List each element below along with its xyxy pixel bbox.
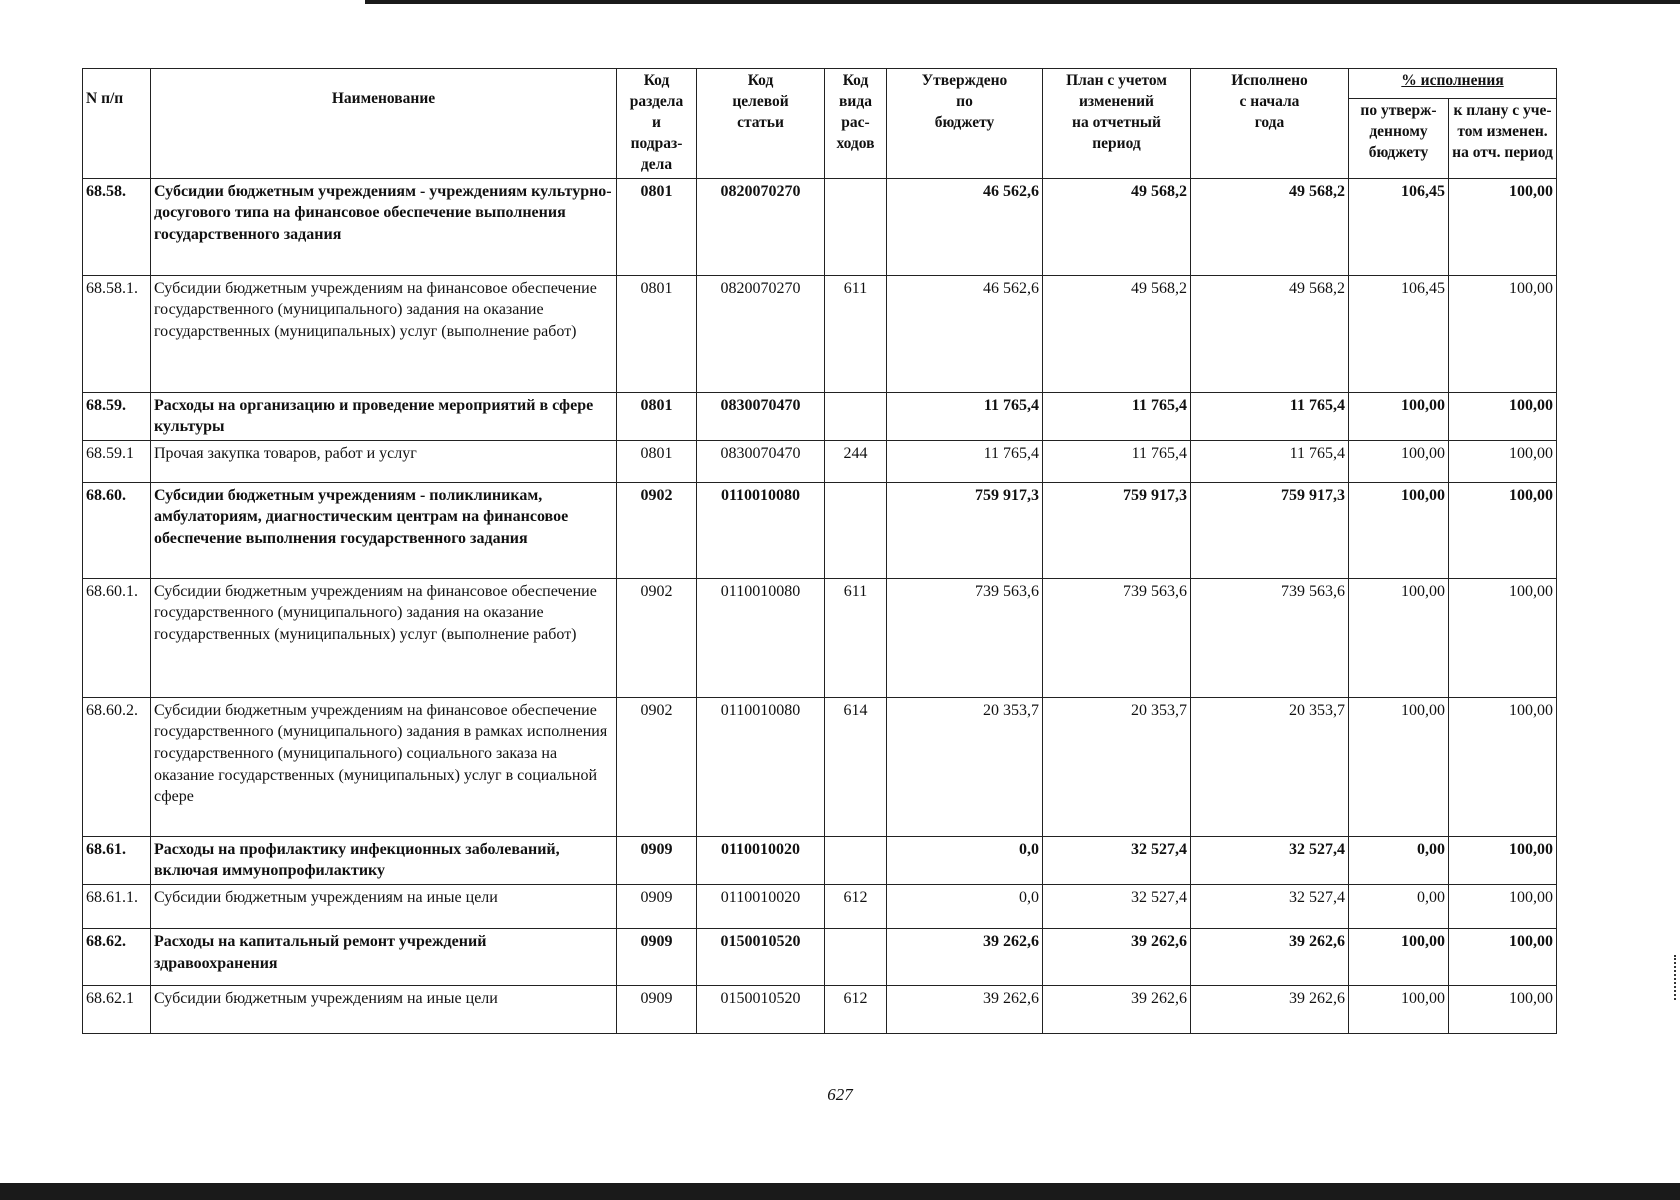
table-row — [83, 482, 1557, 578]
row-pct-budget: 100,00 — [1349, 440, 1449, 482]
row-approved-budget: 46 562,6 — [887, 275, 1043, 392]
row-plan-value: 49 568,2 — [1043, 178, 1191, 275]
row-approved-budget: 11 765,4 — [887, 392, 1043, 440]
row-pct-budget: 100,00 — [1349, 578, 1449, 697]
row-target-code: 0110010080 — [697, 578, 825, 697]
row-executed-value: 39 262,6 — [1191, 985, 1349, 1033]
row-razdel-code: 0801 — [617, 275, 697, 392]
table-row — [83, 836, 1557, 884]
row-name: Субсидии бюджетным учреждениям - учреждениям культурно-досугового типа на финансовое обеспечение выполнения государственного задания — [151, 178, 617, 275]
row-executed-value: 11 765,4 — [1191, 440, 1349, 482]
row-num: 68.58.1. — [83, 275, 151, 392]
row-num: 68.60.2. — [83, 697, 151, 836]
row-target-code: 0110010020 — [697, 836, 825, 884]
header-num: N п/п — [83, 69, 151, 179]
row-executed-value: 739 563,6 — [1191, 578, 1349, 697]
scan-edge-mark — [1674, 955, 1679, 1000]
page-number: 627 — [827, 1085, 853, 1104]
row-name: Расходы на профилактику инфекционных заболеваний, включая иммунопрофилактику — [151, 836, 617, 884]
row-name: Субсидии бюджетным учреждениям - поликлиникам, амбулаториям, диагностическим центрам на финансовое обеспечение выполнения государственного задания — [151, 482, 617, 578]
row-target-code: 0830070470 — [697, 392, 825, 440]
table-row — [83, 392, 1557, 440]
row-executed-value: 49 568,2 — [1191, 275, 1349, 392]
row-expense-type-code: 611 — [825, 578, 887, 697]
header-percent-group: % исполнения — [1349, 69, 1557, 99]
row-target-code: 0110010080 — [697, 697, 825, 836]
row-razdel-code: 0902 — [617, 697, 697, 836]
row-razdel-code: 0801 — [617, 178, 697, 275]
row-pct-plan: 100,00 — [1449, 392, 1557, 440]
table-row — [83, 178, 1557, 275]
table-row — [83, 884, 1557, 928]
row-pct-budget: 0,00 — [1349, 884, 1449, 928]
row-approved-budget: 46 562,6 — [887, 178, 1043, 275]
row-name: Расходы на организацию и проведение мероприятий в сфере культуры — [151, 392, 617, 440]
row-razdel-code: 0801 — [617, 440, 697, 482]
row-pct-budget: 100,00 — [1349, 985, 1449, 1033]
row-pct-budget: 100,00 — [1349, 392, 1449, 440]
row-target-code: 0820070270 — [697, 178, 825, 275]
row-executed-value: 39 262,6 — [1191, 928, 1349, 985]
row-num: 68.61. — [83, 836, 151, 884]
row-expense-type-code — [825, 836, 887, 884]
header-approved: Утверждено по бюджету — [887, 69, 1043, 179]
row-plan-value: 32 527,4 — [1043, 836, 1191, 884]
table-row — [83, 985, 1557, 1033]
row-num: 68.59.1 — [83, 440, 151, 482]
scan-bottom-border — [0, 1183, 1680, 1200]
row-pct-plan: 100,00 — [1449, 697, 1557, 836]
row-approved-budget: 759 917,3 — [887, 482, 1043, 578]
table-row — [83, 928, 1557, 985]
row-approved-budget: 739 563,6 — [887, 578, 1043, 697]
row-name: Прочая закупка товаров, работ и услуг — [151, 440, 617, 482]
budget-execution-table — [82, 68, 1557, 1034]
row-plan-value: 32 527,4 — [1043, 884, 1191, 928]
row-num: 68.62. — [83, 928, 151, 985]
row-num: 68.59. — [83, 392, 151, 440]
row-expense-type-code — [825, 178, 887, 275]
row-razdel-code: 0909 — [617, 836, 697, 884]
row-num: 68.58. — [83, 178, 151, 275]
row-expense-type-code — [825, 482, 887, 578]
row-pct-plan: 100,00 — [1449, 275, 1557, 392]
header-tselevoy: Код целевой статьи — [697, 69, 825, 179]
header-pct-budget: по утверж- денному бюджету — [1349, 99, 1449, 178]
table-row — [83, 440, 1557, 482]
row-name: Субсидии бюджетным учреждениям на финансовое обеспечение государственного (муниципального) задания на оказание государственных (муниципальных) услуг (выполнение работ) — [151, 578, 617, 697]
row-approved-budget: 39 262,6 — [887, 985, 1043, 1033]
row-name: Расходы на капитальный ремонт учреждений здравоохранения — [151, 928, 617, 985]
row-pct-budget: 100,00 — [1349, 928, 1449, 985]
row-pct-plan: 100,00 — [1449, 178, 1557, 275]
row-expense-type-code: 244 — [825, 440, 887, 482]
table-header — [83, 69, 1557, 179]
row-razdel-code: 0902 — [617, 578, 697, 697]
header-name: Наименование — [151, 69, 617, 179]
row-plan-value: 11 765,4 — [1043, 440, 1191, 482]
row-num: 68.60. — [83, 482, 151, 578]
row-name: Субсидии бюджетным учреждениям на финансовое обеспечение государственного (муниципального) задания в рамках исполнения государственного (муниципального) социального заказа на оказание государственных (муниципальных) услуг в социальной сфере — [151, 697, 617, 836]
row-expense-type-code: 614 — [825, 697, 887, 836]
row-pct-plan: 100,00 — [1449, 928, 1557, 985]
row-name: Субсидии бюджетным учреждениям на иные цели — [151, 985, 617, 1033]
row-approved-budget: 11 765,4 — [887, 440, 1043, 482]
row-expense-type-code: 611 — [825, 275, 887, 392]
row-executed-value: 49 568,2 — [1191, 178, 1349, 275]
row-pct-plan: 100,00 — [1449, 578, 1557, 697]
row-pct-budget: 106,45 — [1349, 178, 1449, 275]
row-num: 68.62.1 — [83, 985, 151, 1033]
row-num: 68.60.1. — [83, 578, 151, 697]
row-target-code: 0110010080 — [697, 482, 825, 578]
row-expense-type-code: 612 — [825, 884, 887, 928]
row-name: Субсидии бюджетным учреждениям на финансовое обеспечение государственного (муниципального) задания на оказание государственных (муниципальных) услуг (выполнение работ) — [151, 275, 617, 392]
row-target-code: 0820070270 — [697, 275, 825, 392]
row-plan-value: 49 568,2 — [1043, 275, 1191, 392]
row-pct-plan: 100,00 — [1449, 884, 1557, 928]
row-pct-plan: 100,00 — [1449, 836, 1557, 884]
row-name: Субсидии бюджетным учреждениям на иные цели — [151, 884, 617, 928]
row-plan-value: 739 563,6 — [1043, 578, 1191, 697]
row-pct-budget: 106,45 — [1349, 275, 1449, 392]
row-target-code: 0110010020 — [697, 884, 825, 928]
row-target-code: 0830070470 — [697, 440, 825, 482]
row-razdel-code: 0909 — [617, 985, 697, 1033]
row-pct-budget: 100,00 — [1349, 482, 1449, 578]
row-plan-value: 759 917,3 — [1043, 482, 1191, 578]
table-row — [83, 275, 1557, 392]
row-expense-type-code — [825, 928, 887, 985]
row-pct-plan: 100,00 — [1449, 482, 1557, 578]
row-pct-plan: 100,00 — [1449, 985, 1557, 1033]
row-approved-budget: 0,0 — [887, 836, 1043, 884]
row-razdel-code: 0909 — [617, 884, 697, 928]
row-executed-value: 11 765,4 — [1191, 392, 1349, 440]
row-razdel-code: 0902 — [617, 482, 697, 578]
row-approved-budget: 20 353,7 — [887, 697, 1043, 836]
row-razdel-code: 0909 — [617, 928, 697, 985]
header-executed: Исполнено с начала года — [1191, 69, 1349, 179]
row-plan-value: 11 765,4 — [1043, 392, 1191, 440]
row-razdel-code: 0801 — [617, 392, 697, 440]
scan-top-border — [365, 0, 1680, 4]
row-expense-type-code: 612 — [825, 985, 887, 1033]
row-plan-value: 39 262,6 — [1043, 985, 1191, 1033]
row-pct-plan: 100,00 — [1449, 440, 1557, 482]
row-approved-budget: 0,0 — [887, 884, 1043, 928]
row-executed-value: 32 527,4 — [1191, 836, 1349, 884]
row-num: 68.61.1. — [83, 884, 151, 928]
row-executed-value: 20 353,7 — [1191, 697, 1349, 836]
table-body — [83, 178, 1557, 1033]
header-plan: План с учетом изменений на отчетный период — [1043, 69, 1191, 179]
table-row — [83, 578, 1557, 697]
row-target-code: 0150010520 — [697, 928, 825, 985]
row-pct-budget: 0,00 — [1349, 836, 1449, 884]
row-expense-type-code — [825, 392, 887, 440]
row-plan-value: 39 262,6 — [1043, 928, 1191, 985]
table-row — [83, 697, 1557, 836]
row-pct-budget: 100,00 — [1349, 697, 1449, 836]
row-executed-value: 32 527,4 — [1191, 884, 1349, 928]
row-plan-value: 20 353,7 — [1043, 697, 1191, 836]
header-pct-plan: к плану с уче- том изменен. на отч. период — [1449, 99, 1557, 178]
header-razdel: Код раздела и подраз- дела — [617, 69, 697, 179]
row-approved-budget: 39 262,6 — [887, 928, 1043, 985]
row-executed-value: 759 917,3 — [1191, 482, 1349, 578]
header-vid: Код вида рас- ходов — [825, 69, 887, 179]
row-target-code: 0150010520 — [697, 985, 825, 1033]
